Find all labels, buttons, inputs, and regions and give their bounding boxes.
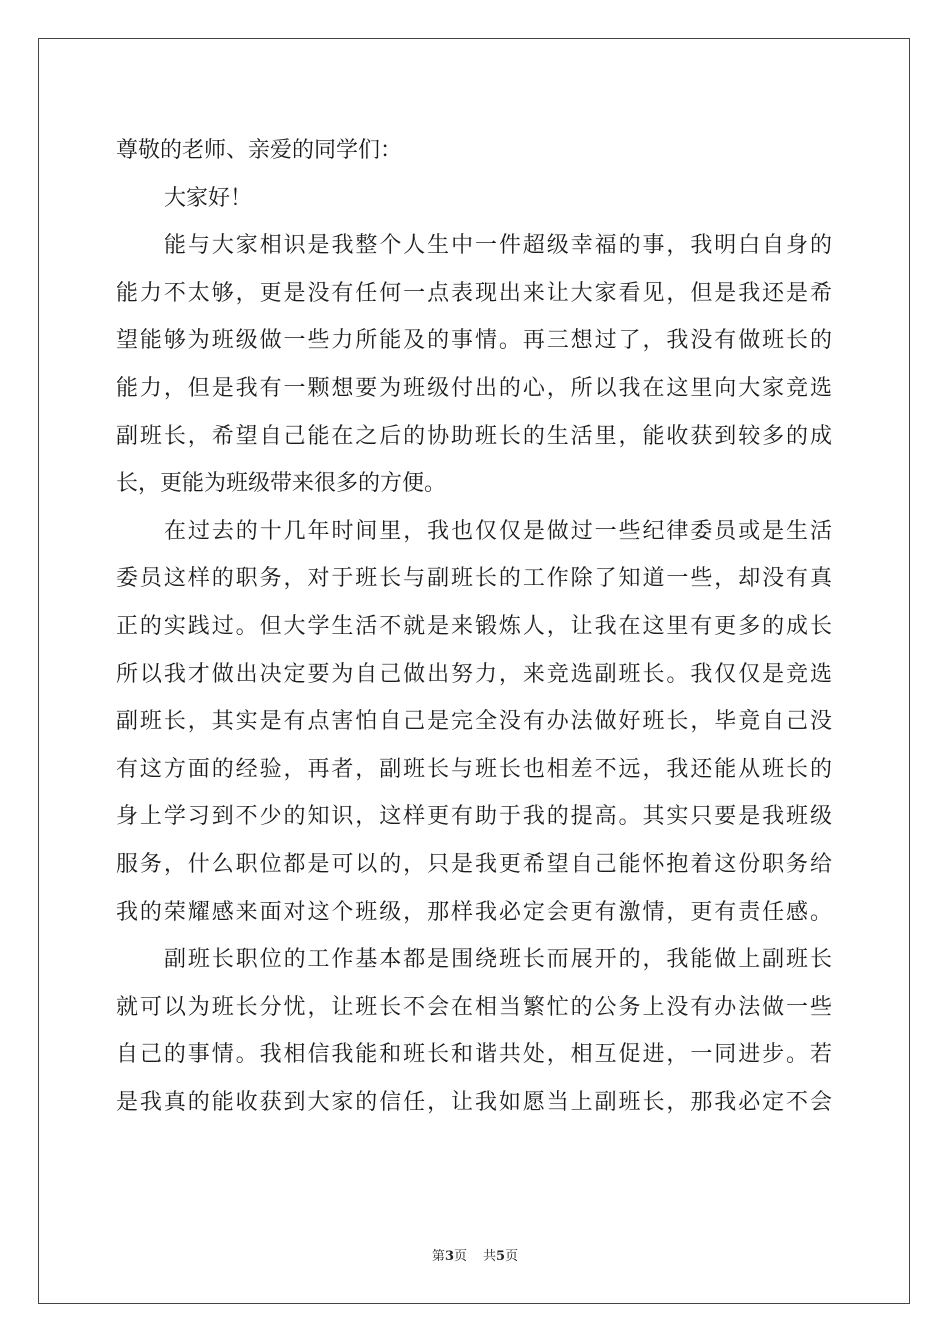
paragraph-3-line: 是我真的能收获到大家的信任，让我如愿当上副班长，那我必定不会: [116, 1089, 832, 1115]
page-footer: [0, 1245, 950, 1264]
paragraph-1-line: 能与大家相识是我整个人生中一件超级幸福的事，我明白自身的: [164, 233, 832, 259]
salutation: 尊敬的老师、亲爱的同学们：: [116, 138, 403, 163]
greeting: 大家好！: [164, 185, 253, 211]
paragraph-1-line: 望能够为班级做一些力所能及的事情。再三想过了，我没有做班长的: [116, 328, 832, 354]
paragraph-1-line: 长，更能为班级带来很多的方便。: [116, 471, 447, 497]
paragraph-1-line: 能力，但是我有一颗想要为班级付出的心，所以我在这里向大家竞选: [116, 375, 832, 401]
current-page-number: 3: [444, 1249, 454, 1264]
page-suffix: 页: [453, 1249, 467, 1264]
paragraph-2-line: 我的荣耀感来面对这个班级，那样我必定会更有激情，更有责任感。: [116, 899, 832, 925]
paragraph-1-line: 副班长，希望自己能在之后的协助班长的生活里，能收获到较多的成: [116, 423, 832, 449]
total-suffix: 页: [505, 1249, 519, 1264]
total-page-number: 5: [496, 1249, 506, 1264]
document-body: [116, 127, 832, 1126]
page-prefix: 第: [431, 1249, 445, 1264]
paragraph-3-line: 就可以为班长分忧，让班长不会在相当繁忙的公务上没有办法做一些: [116, 994, 832, 1020]
paragraph-3-line: 副班长职位的工作基本都是围绕班长而展开的，我能做上副班长: [164, 947, 832, 973]
paragraph-3-line: 自己的事情。我相信我能和班长和谐共处，相互促进，一同进步。若: [116, 1042, 832, 1068]
paragraph-2-line: 在过去的十几年时间里，我也仅仅是做过一些纪律委员或是生活: [164, 518, 832, 544]
paragraph-2-line: 正的实践过。但大学生活不就是来锻炼人，让我在这里有更多的成长: [116, 613, 832, 639]
paragraph-2-line: 所以我才做出决定要为自己做出努力，来竞选副班长。我仅仅是竞选: [116, 661, 832, 687]
paragraph-2-line: 服务，什么职位都是可以的，只是我更希望自己能怀抱着这份职务给: [116, 851, 832, 877]
paragraph-2-line: 身上学习到不少的知识，这样更有助于我的提高。其实只要是我班级: [116, 804, 832, 830]
paragraph-1-line: 能力不太够，更是没有任何一点表现出来让大家看见，但是我还是希: [116, 280, 832, 306]
total-prefix: 共: [483, 1249, 497, 1264]
paragraph-2-line: 委员这样的职务，对于班长与副班长的工作除了知道一些，却没有真: [116, 566, 832, 592]
paragraph-2-line: 有这方面的经验，再者，副班长与班长也相差不远，我还能从班长的: [116, 756, 832, 782]
paragraph-2-line: 副班长，其实是有点害怕自己是完全没有办法做好班长，毕竟自己没: [116, 709, 832, 735]
